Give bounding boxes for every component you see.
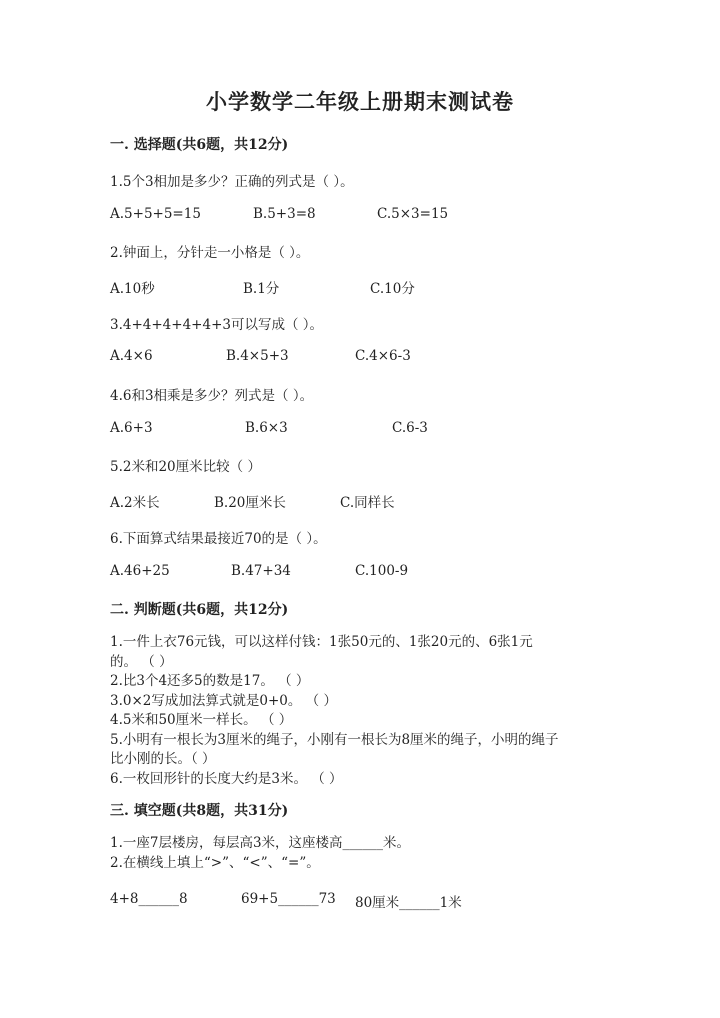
question-stem: 1.5个3相加是多少？正确的列式是（ ）。 [110, 174, 354, 190]
option-b: B.1分 [243, 281, 280, 297]
option-c: C.5×3=15 [377, 206, 449, 222]
question-stem: 2.钟面上，分针走一小格是（ ）。 [110, 245, 310, 261]
fill-line: 2.在横线上填上“>”、“<”、“=”。 [110, 854, 320, 871]
option-b: B.6×3 [245, 420, 288, 436]
comparison-item: 69+5______73 [241, 891, 336, 907]
page-title: 小学数学二年级上册期末测试卷 [206, 89, 514, 114]
judgement-line: 4.5米和50厘米一样长。 （ ） [110, 712, 293, 728]
option-c: C.6-3 [392, 420, 428, 436]
option-a: A.5+5+5=15 [110, 206, 201, 222]
option-a: A.46+25 [110, 563, 170, 579]
comparison-item: 4+8______8 [110, 891, 188, 907]
judgement-line: 3.0×2写成加法算式就是0+0。 （ ） [110, 692, 337, 709]
judgement-line: 5.小明有一根长为3厘米的绳子，小刚有一根长为8厘米的绳子，小明的绳子 [110, 731, 559, 748]
option-a: A.10秒 [110, 281, 155, 297]
option-b: B.47+34 [231, 563, 291, 579]
judgement-line: 比小刚的长。（ ） [110, 751, 216, 767]
judgement-list [110, 633, 615, 789]
judgement-line: 6.一枚回形针的长度大约是3米。 （ ） [110, 770, 343, 787]
section-heading-fill: 三. 填空题(共8题，共31分) [110, 803, 289, 819]
fill-line: 1.一座7层楼房，每层高3米，这座楼高______米。 [110, 835, 411, 851]
option-c: C.10分 [370, 281, 415, 297]
section-heading-choice: 一. 选择题(共6题，共12分) [110, 137, 289, 153]
option-a: A.2米长 [110, 495, 160, 511]
option-c: C.同样长 [340, 495, 395, 511]
option-a: A.6+3 [110, 420, 153, 436]
judgement-line: 2.比3个4还多5的数是17。 （ ） [110, 673, 310, 689]
option-b: B.20厘米长 [214, 495, 286, 511]
option-c: C.100-9 [355, 563, 409, 579]
judgement-line: 1.一件上衣76元钱，可以这样付钱：1张50元的、1张20元的、6张1元 [110, 634, 533, 650]
section-heading-judgement: 二. 判断题(共6题，共12分) [110, 602, 289, 618]
option-a: A.4×6 [110, 348, 153, 364]
fill-list [110, 834, 615, 873]
question-stem: 4.6和3相乘是多少？列式是（ ）。 [110, 388, 314, 404]
question-stem: 5.2米和20厘米比较（ ） [110, 459, 261, 475]
option-b: B.5+3=8 [253, 206, 316, 222]
judgement-line: 的。 （ ） [110, 653, 173, 670]
question-stem: 6.下面算式结果最接近70的是（ ）。 [110, 531, 327, 547]
question-stem: 3.4+4+4+4+4+3可以写成（ ）。 [110, 317, 324, 333]
option-b: B.4×5+3 [226, 348, 289, 364]
option-c: C.4×6-3 [355, 348, 411, 364]
comparison-item: 80厘米______1米 [355, 895, 462, 911]
